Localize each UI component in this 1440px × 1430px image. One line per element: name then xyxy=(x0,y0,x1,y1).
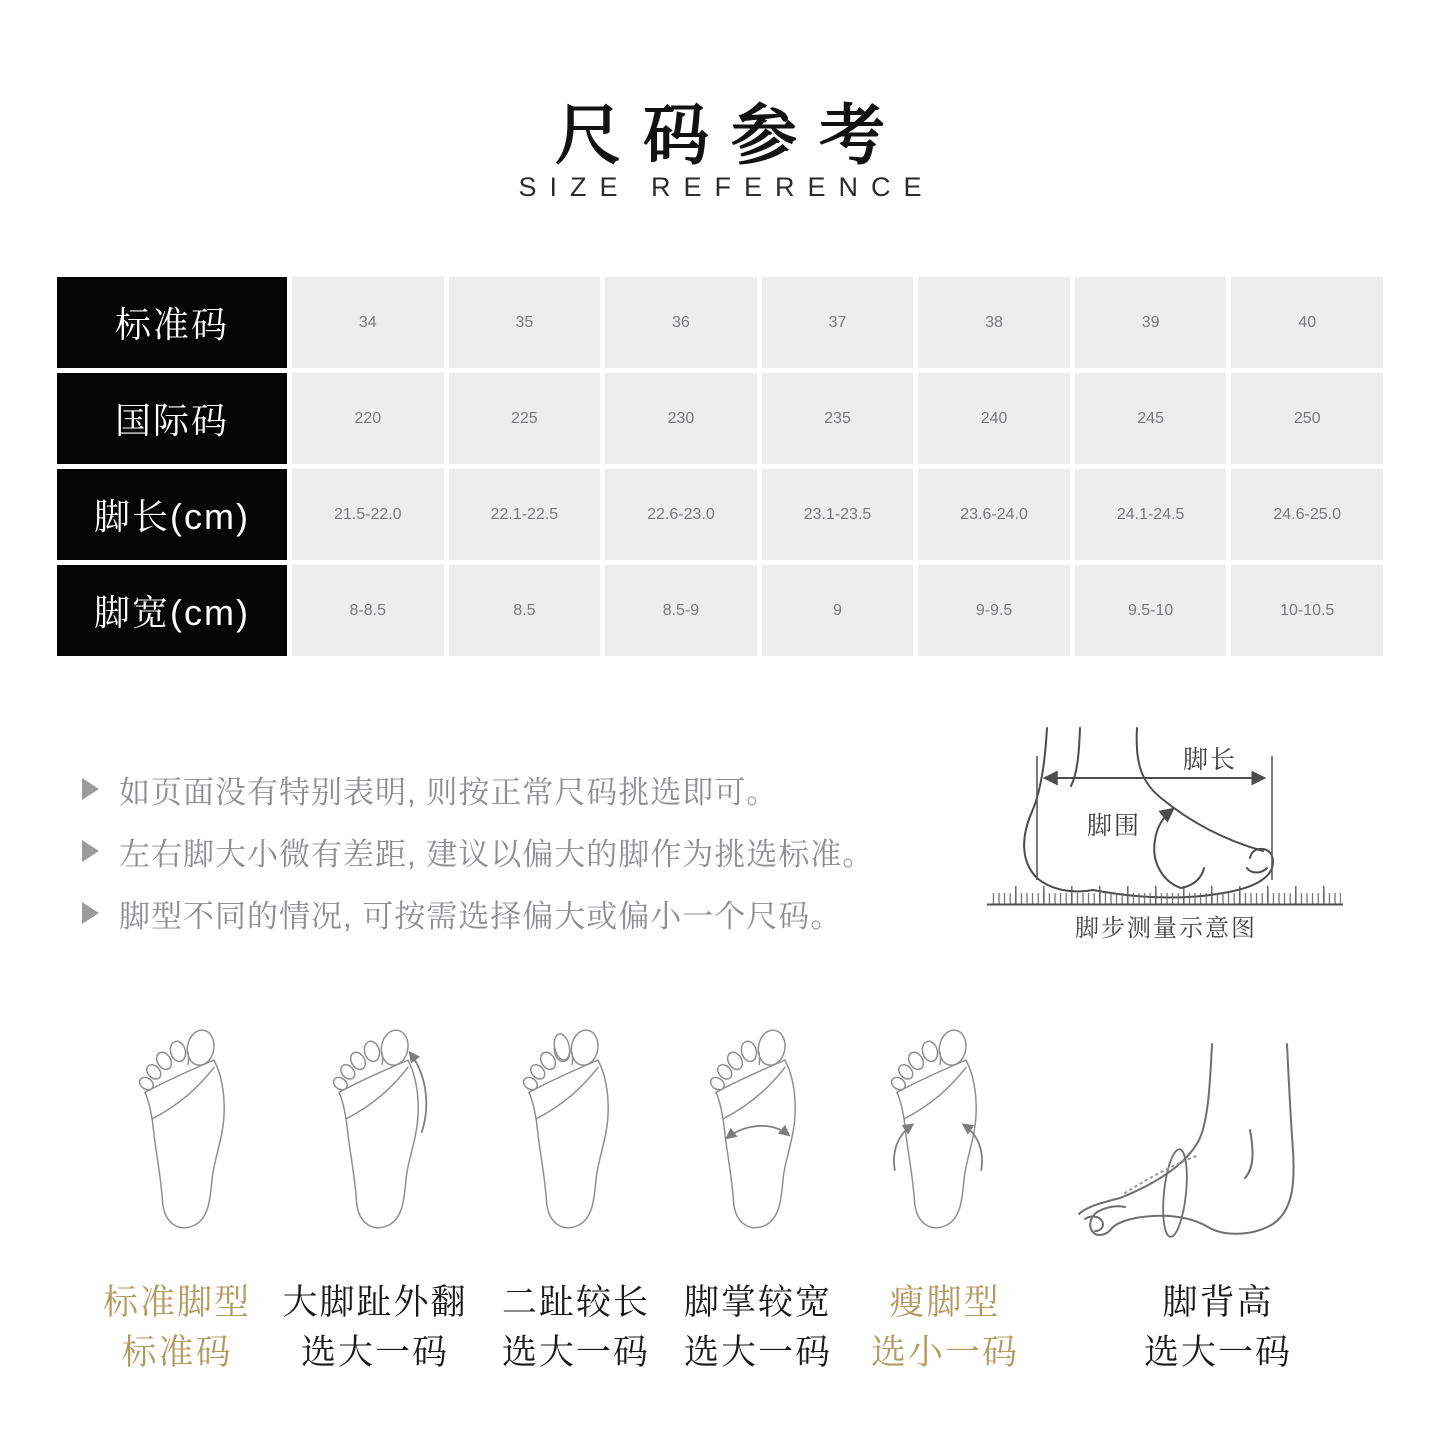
table-cell: 23.6-24.0 xyxy=(918,469,1070,560)
page-subtitle: SIZE REFERENCE xyxy=(518,172,935,202)
table-cell: 240 xyxy=(918,373,1070,464)
table-cell: 38 xyxy=(918,277,1070,368)
row-header-foot-length: 脚长(cm) xyxy=(57,469,287,560)
table-cell: 24.6-25.0 xyxy=(1231,469,1383,560)
size-table xyxy=(57,277,1383,656)
table-cell: 40 xyxy=(1231,277,1383,368)
foot-type-label-long-second-toe: 二趾较长 选大一码 xyxy=(501,1283,650,1372)
triangle-bullet-icon xyxy=(82,902,99,924)
foot-type-label-standard: 标准脚型 标准码 xyxy=(102,1283,251,1372)
table-cell: 21.5-22.0 xyxy=(292,469,444,560)
row-header-standard-size: 标准码 xyxy=(57,277,287,368)
table-cell: 37 xyxy=(762,277,914,368)
tip-text: 如页面没有特别表明, 则按正常尺码挑选即可。 xyxy=(119,774,779,810)
table-cell: 220 xyxy=(292,373,444,464)
table-cell: 24.1-24.5 xyxy=(1075,469,1227,560)
table-cell: 8-8.5 xyxy=(292,565,444,656)
table-cell: 34 xyxy=(292,277,444,368)
row-header-intl-size: 国际码 xyxy=(57,373,287,464)
triangle-bullet-icon xyxy=(82,778,99,800)
table-cell: 39 xyxy=(1075,277,1227,368)
table-cell: 9-9.5 xyxy=(918,565,1070,656)
table-cell: 35 xyxy=(449,277,601,368)
table-cell: 8.5 xyxy=(449,565,601,656)
triangle-bullet-icon xyxy=(82,840,99,862)
table-cell: 23.1-23.5 xyxy=(762,469,914,560)
table-cell: 22.6-23.0 xyxy=(605,469,757,560)
table-cell: 9 xyxy=(762,565,914,656)
foot-figure-wide xyxy=(702,1022,812,1242)
table-cell: 250 xyxy=(1231,373,1383,464)
tip-item xyxy=(82,820,874,882)
table-cell: 36 xyxy=(605,277,757,368)
tip-item xyxy=(82,882,874,944)
table-cell: 10-10.5 xyxy=(1231,565,1383,656)
row-header-foot-width: 脚宽(cm) xyxy=(57,565,287,656)
measuring-foot-illustration xyxy=(985,722,1347,907)
table-cell: 8.5-9 xyxy=(605,565,757,656)
table-cell: 245 xyxy=(1075,373,1227,464)
foot-length-label: 脚长 xyxy=(1183,746,1238,774)
foot-figure-high-instep xyxy=(1065,1038,1300,1243)
table-cell: 225 xyxy=(449,373,601,464)
tip-text: 脚型不同的情况, 可按需选择偏大或偏小一个尺码。 xyxy=(119,898,843,934)
foot-girth-label: 脚围 xyxy=(1087,812,1142,840)
foot-figure-bunion xyxy=(325,1022,435,1242)
foot-type-label-bunion: 大脚趾外翻 选大一码 xyxy=(282,1283,468,1372)
foot-type-label-wide: 脚掌较宽 选大一码 xyxy=(683,1283,832,1372)
foot-measuring-diagram xyxy=(985,722,1347,942)
foot-figure-standard xyxy=(131,1022,241,1242)
table-cell: 9.5-10 xyxy=(1075,565,1227,656)
tips-list xyxy=(82,758,874,944)
foot-type-label-high-instep: 脚背高 选大一码 xyxy=(1143,1283,1292,1372)
foot-figure-narrow xyxy=(883,1022,993,1242)
tip-text: 左右脚大小微有差距, 建议以偏大的脚作为挑选标准。 xyxy=(119,836,875,872)
table-cell: 230 xyxy=(605,373,757,464)
tip-item xyxy=(82,758,874,820)
measuring-diagram-caption: 脚步测量示意图 xyxy=(1075,915,1257,942)
table-cell: 22.1-22.5 xyxy=(449,469,601,560)
page-title: 尺码参考 xyxy=(555,98,907,172)
table-cell: 235 xyxy=(762,373,914,464)
foot-figure-long-second-toe xyxy=(515,1022,625,1242)
foot-type-label-narrow: 瘦脚型 选小一码 xyxy=(870,1283,1019,1372)
